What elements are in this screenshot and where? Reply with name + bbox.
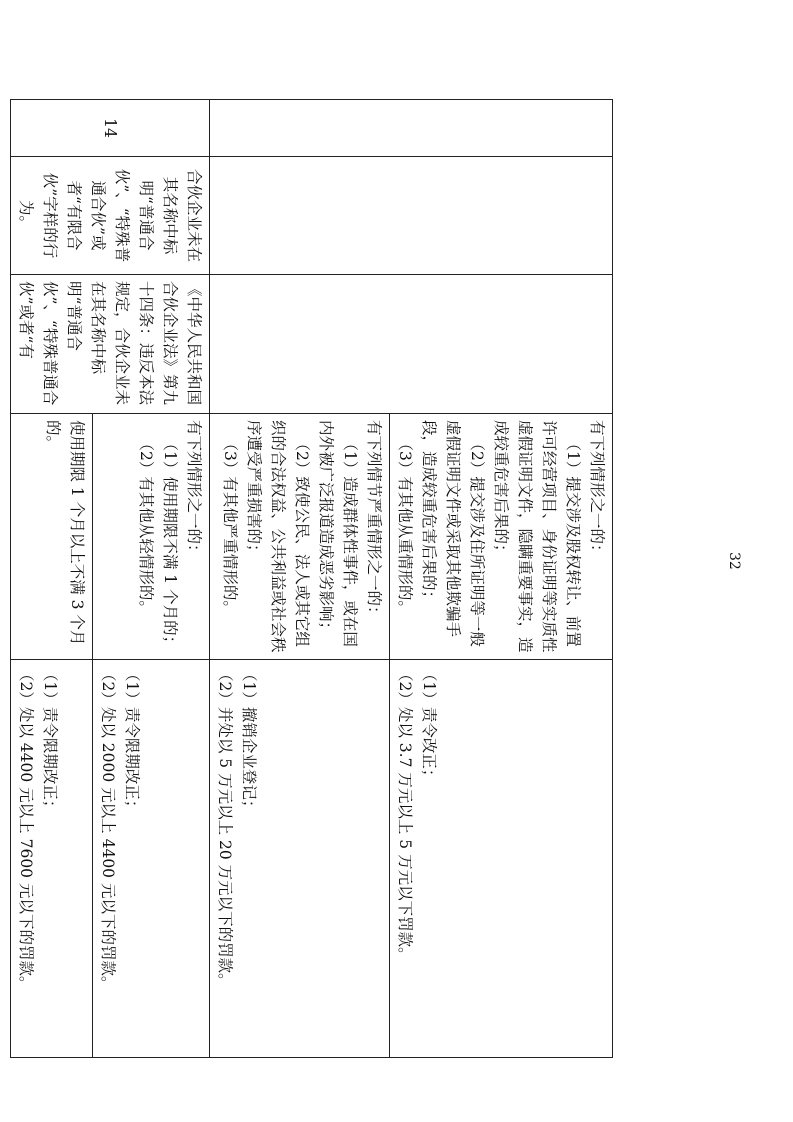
penalty-standard-table: [10, 99, 613, 1058]
penalty-cell: [390, 660, 613, 1058]
penalty-line: （1）责令限期改正；: [41, 666, 59, 816]
condition-cell: [210, 414, 390, 660]
penalty-line: （2）并处以 5 万元以上 20 万元以下的罚款。: [216, 666, 234, 989]
penalty-cell: [11, 660, 93, 1058]
illegal-act-cell: 合伙企业未在其名称中标明“普通合伙”、“特殊普通合伙”或者“有限合伙”字样的行为。: [11, 157, 210, 275]
condition-cell: [390, 414, 613, 660]
penalty-line: （2）处以 3.7 万元以上 5 万元以下罚款。: [396, 666, 414, 963]
table-row: [92, 100, 209, 1058]
penalty-line: （1）责令改正；: [420, 666, 438, 785]
basis-cell-empty: [210, 275, 613, 414]
page-number: 32: [726, 552, 742, 570]
condition-line: （1）提交涉及股权转让、前置许可经营项目、身份证明等实质性虚假证明文件，隐瞒重要事实，造成较重危害后果的；: [492, 420, 582, 653]
condition-line: （3）有其他严重情形的。: [221, 435, 239, 616]
condition-cell: [92, 414, 209, 660]
condition-line: （2）致使公民、法人或其它组织的合法权益、公共利益或社会秩序遭受严重损害的；: [245, 420, 311, 653]
number-cell-empty: [210, 100, 613, 157]
penalty-line: （1）撤销企业登记；: [240, 666, 258, 816]
condition-line: （2）提交涉及住所证明等一般虚假证明文件或采取其他欺骗手段，造成较重危害后果的；: [420, 420, 486, 647]
table-row: [390, 100, 613, 1058]
rotated-page-content: [17, 99, 613, 1057]
penalty-cell: [92, 660, 209, 1058]
condition-line: （2）有其他从轻情形的。: [137, 435, 155, 616]
condition-cell: [11, 414, 93, 660]
condition-line: （3）有其他从重情形的。: [396, 435, 414, 616]
penalty-line: （2）处以 4400 元以上 7600 元以下的罚款。: [17, 666, 35, 992]
condition-line: 有下列情形之一的：: [185, 420, 203, 560]
penalty-line: （1）责令限期改正；: [122, 666, 141, 816]
condition-line: （1）使用期限不满 1 个月的；: [161, 435, 179, 652]
legal-basis-cell: 《中华人民共和国合伙企业法》第九十四条：违反本法规定，合伙企业未在其名称中标明“普通合伙”、“特殊普通合伙”或者“有: [11, 275, 210, 414]
item-number: 14: [11, 100, 210, 157]
condition-line: 使用期限 1 个月以上不满 3 个月的。: [43, 420, 86, 646]
penalty-line: （2）处以 2000 元以上 4400 元以下的罚款。: [98, 666, 117, 992]
condition-line: 有下列情节严重情形之一的：: [365, 420, 383, 622]
act-cell-empty: [210, 157, 613, 275]
condition-line: （1）造成群体性事件，或在国内外被广泛报道造成恶劣影响；: [317, 420, 359, 647]
penalty-cell: [210, 660, 390, 1058]
condition-line: 有下列情形之一的：: [588, 420, 606, 560]
